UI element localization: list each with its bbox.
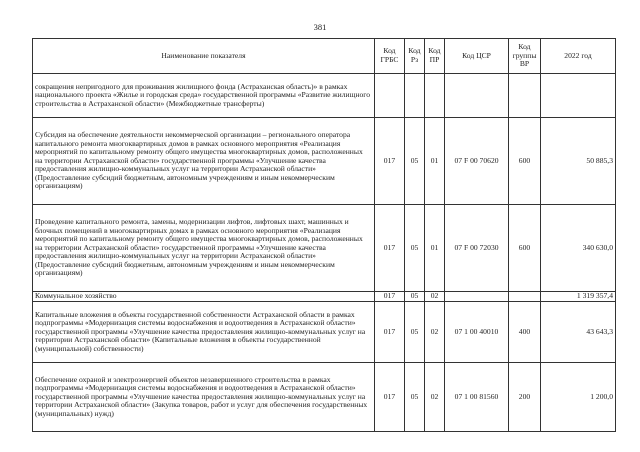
header-rz: Код Рз (405, 39, 425, 74)
header-vr: Код группы ВР (509, 39, 541, 74)
row-pr: 02 (425, 363, 445, 432)
table-row (33, 292, 616, 302)
row-csr: 07 F 00 72030 (445, 205, 509, 292)
row-amount: 1 200,0 (541, 363, 616, 432)
header-name: Наименование показателя (33, 39, 375, 74)
header-year: 2022 год (541, 39, 616, 74)
row-csr (445, 292, 509, 302)
header-csr: Код ЦСР (445, 39, 509, 74)
row-rz: 05 (405, 205, 425, 292)
row-csr: 07 F 00 70620 (445, 118, 509, 205)
row-grbs: 017 (375, 302, 405, 363)
row-grbs: 017 (375, 205, 405, 292)
budget-table (32, 38, 616, 432)
table-row (33, 74, 616, 118)
header-row (33, 39, 616, 74)
row-amount: 43 643,3 (541, 302, 616, 363)
row-pr: 01 (425, 205, 445, 292)
row-pr: 02 (425, 302, 445, 363)
row-grbs: 017 (375, 363, 405, 432)
row-vr (509, 292, 541, 302)
row-vr: 600 (509, 118, 541, 205)
row-vr: 200 (509, 363, 541, 432)
row-csr: 07 1 00 81560 (445, 363, 509, 432)
row-pr: 01 (425, 118, 445, 205)
page-number: 381 (313, 22, 327, 32)
row-amount (541, 74, 616, 118)
row-rz: 05 (405, 363, 425, 432)
table-row (33, 363, 616, 432)
row-name: Капитальные вложения в объекты государственной собственности Астраханской области в рамках подпрограммы «Модернизация системы водоснабжения и водоотведения в Астраханской области» государственной программы «Улучшение качества предоставления жилищно-коммунальных услуг на территории Астраханской области» (Капитальные вложения в объекты государственной (муниципальной) собственности) (33, 302, 375, 363)
row-vr: 400 (509, 302, 541, 363)
table-row (33, 118, 616, 205)
table-row (33, 205, 616, 292)
row-name: Проведение капитального ремонта, замены, модернизации лифтов, лифтовых шахт, машинных и блочных помещений в многоквартирных домах в рамках основного мероприятия «Реализация мероприятий по капитальному ремонту общего имущества многоквартирных домов, расположенных на территории Астраханской области» государственной программы «Улучшение качества предоставления жилищно-коммунальных услуг на территории Астраханской области» (Предоставление субсидий бюджетным, автономным учреждениям и иным некоммерческим организациям) (33, 205, 375, 292)
row-amount: 1 319 357,4 (541, 292, 616, 302)
row-pr (425, 74, 445, 118)
row-grbs: 017 (375, 292, 405, 302)
row-amount: 50 885,3 (541, 118, 616, 205)
row-rz: 05 (405, 118, 425, 205)
row-csr: 07 1 00 40010 (445, 302, 509, 363)
row-csr (445, 74, 509, 118)
header-grbs: Код ГРБС (375, 39, 405, 74)
row-grbs (375, 74, 405, 118)
row-name: Обеспечение охраной и электроэнергией объектов незавершенного строительства в рамках подпрограммы «Модернизация системы водоснабжения и водоотведения в Астраханской области» государственной программы «Улучшение качества предоставления жилищно-коммунальных услуг на территории Астраханской области» (Закупка товаров, работ и услуг для обеспечения государственных (муниципальных) нужд) (33, 363, 375, 432)
row-amount: 340 630,0 (541, 205, 616, 292)
row-vr: 600 (509, 205, 541, 292)
row-name: сокращения непригодного для проживания жилищного фонда (Астраханская область)» в рамках национального проекта «Жилье и городская среда» государственной программы «Развитие жилищного строительства в Астраханской области» (Межбюджетные трансферты) (33, 74, 375, 118)
row-vr (509, 74, 541, 118)
header-pr: Код ПР (425, 39, 445, 74)
row-name: Коммунальное хозяйство (33, 292, 375, 302)
row-name: Субсидия на обеспечение деятельности некоммерческой организации – регионального оператора капитального ремонта многоквартирных домов в рамках основного мероприятия «Реализация мероприятий по капитальному ремонту общего имущества многоквартирных домов, расположенных на территории Астраханской области» государственной программы «Улучшение качества предоставления жилищно-коммунальных услуг на территории Астраханской области» (Предоставление субсидий бюджетным, автономным учреждениям и иным некоммерческим организациям) (33, 118, 375, 205)
row-pr: 02 (425, 292, 445, 302)
table-row (33, 302, 616, 363)
row-rz: 05 (405, 292, 425, 302)
row-grbs: 017 (375, 118, 405, 205)
row-rz: 05 (405, 302, 425, 363)
row-rz (405, 74, 425, 118)
